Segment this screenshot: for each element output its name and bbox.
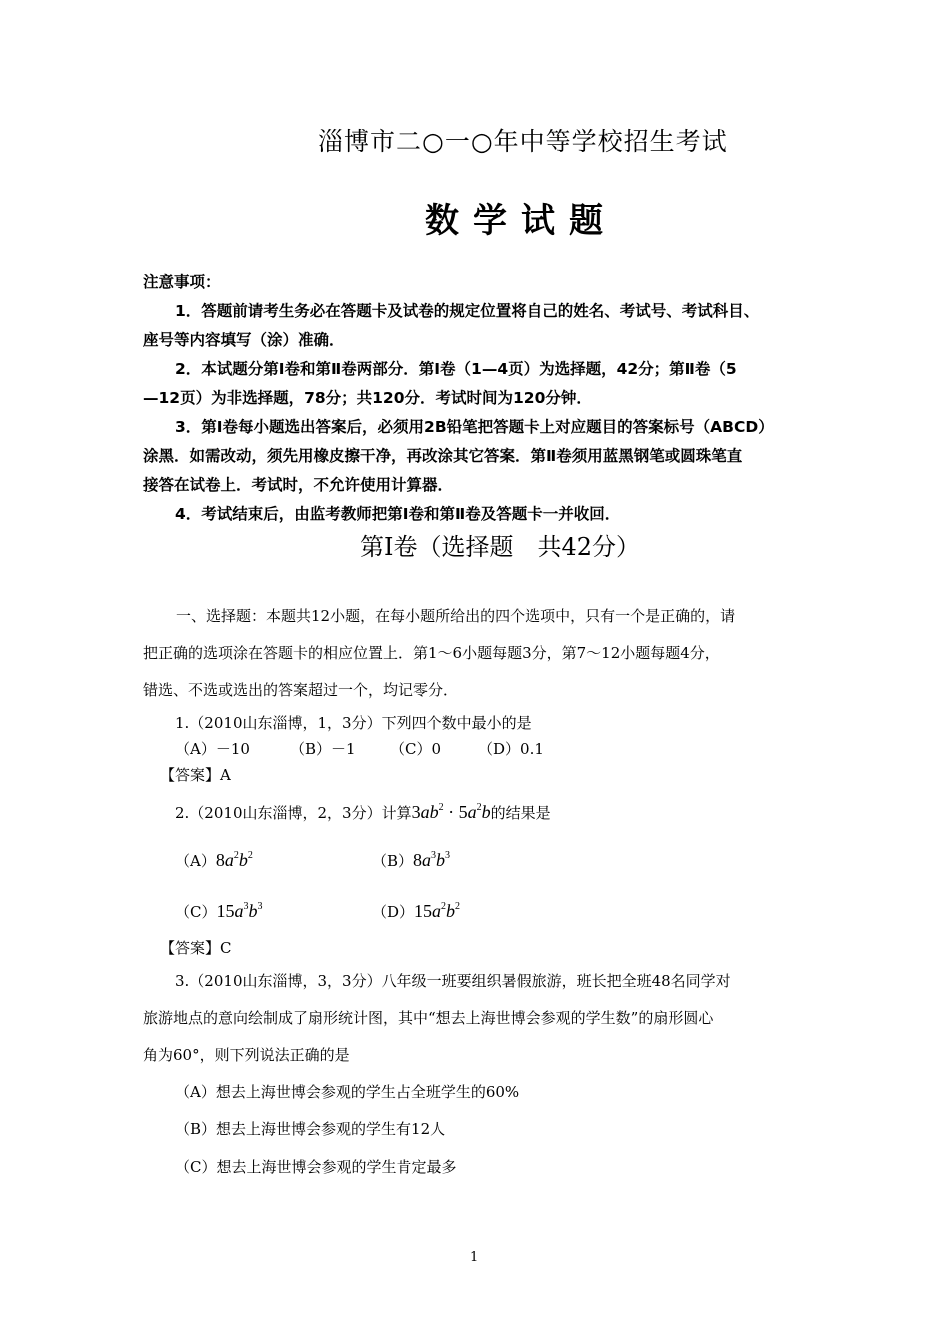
note-item-1-line-2: 座号等内容填写（涂）准确． xyxy=(143,331,345,349)
note-item-3-line-2: 涂黑．如需改动，须先用橡皮擦干净，再改涂其它答案．第Ⅱ卷须用蓝黑钢笔或圆珠笔直 xyxy=(143,447,743,465)
q1-option-a: （A）－10 xyxy=(175,740,250,758)
note-item-2-line-1: 2．本试题分第Ⅰ卷和第Ⅱ卷两部分．第Ⅰ卷（1—4页）为选择题，42分；第Ⅱ卷（5 xyxy=(175,360,737,378)
notes-heading: 注意事项： xyxy=(143,273,221,291)
q3-option-b: （B）想去上海世博会参观的学生有12人 xyxy=(175,1120,446,1138)
intro-line-2: 把正确的选项涂在答题卡的相应位置上．第1～6小题每题3分，第7～12小题每题4分， xyxy=(143,644,720,662)
q3-option-a: （A）想去上海世博会参观的学生占全班学生的60% xyxy=(175,1083,520,1101)
intro-line-3: 错选、不选或选出的答案超过一个，均记零分． xyxy=(143,681,459,699)
page-number: 1 xyxy=(470,1250,479,1265)
q1-option-b: （B）－1 xyxy=(290,740,356,758)
q2-stem-pre: 2.（2010山东淄博，2，3分）计算 xyxy=(175,804,412,822)
exam-title: 淄博市二○一○年中等学校招生考试 xyxy=(318,127,728,156)
part-title: 第Ⅰ卷（选择题 共42分） xyxy=(360,533,641,561)
q2-stem-post: 的结果是 xyxy=(490,804,551,822)
q1-option-c: （C）0 xyxy=(390,740,442,758)
q2-stem xyxy=(175,802,551,823)
section-intro xyxy=(143,598,813,709)
q2-option-a: $(A)8a^2b^2$ xyxy=(175,850,253,870)
q1-option-d: （D）0.1 xyxy=(478,740,544,758)
note-item-2-line-2: —12页）为非选择题，78分；共120分．考试时间为120分钟． xyxy=(143,389,592,407)
intro-line-1: 一、选择题：本题共12小题，在每小题所给出的四个选项中，只有一个是正确的，请 xyxy=(176,607,736,625)
q1-answer: 【答案】A xyxy=(160,766,231,784)
note-item-1-line-1: 1．答题前请考生务必在答题卡及试卷的规定位置将自己的姓名、考试号、考试科目、 xyxy=(175,302,760,320)
q3-line-2: 旅游地点的意向绘制成了扇形统计图，其中“想去上海世博会参观的学生数”的扇形圆心 xyxy=(143,1009,714,1027)
note-item-3-line-3: 接答在试卷上．考试时，不允许使用计算器． xyxy=(143,476,454,494)
q2-expression: $3ab^2 \cdot 5a^2b$ xyxy=(411,802,491,822)
note-item-3-line-1: 3．第Ⅰ卷每小题选出答案后，必须用2B铅笔把答题卡上对应题目的答案标号（ABCD） xyxy=(175,418,774,436)
q2-option-b: $(B)8a^3b^3$ xyxy=(372,850,451,870)
q3-line-1: 3.（2010山东淄博，3，3分）八年级一班要组织暑假旅游，班长把全班48名同学对 xyxy=(175,972,731,990)
q2-answer: 【答案】C xyxy=(160,939,232,957)
q3-line-3: 角为60°，则下列说法正确的是 xyxy=(143,1046,350,1064)
q2-option-d: $(D)15a^2b^2$ xyxy=(372,901,461,921)
q2-option-c: $(C)15a^3b^3$ xyxy=(175,901,263,921)
note-item-4: 4．考试结束后，由监考教师把第Ⅰ卷和第Ⅱ卷及答题卡一并收回． xyxy=(175,505,621,523)
subject-title: 数学试题 xyxy=(425,201,617,241)
q3-option-c: （C）想去上海世博会参观的学生肯定最多 xyxy=(175,1158,457,1176)
notes-section xyxy=(143,268,813,529)
q1-stem: 1.（2010山东淄博，1，3分）下列四个数中最小的是 xyxy=(175,714,532,732)
